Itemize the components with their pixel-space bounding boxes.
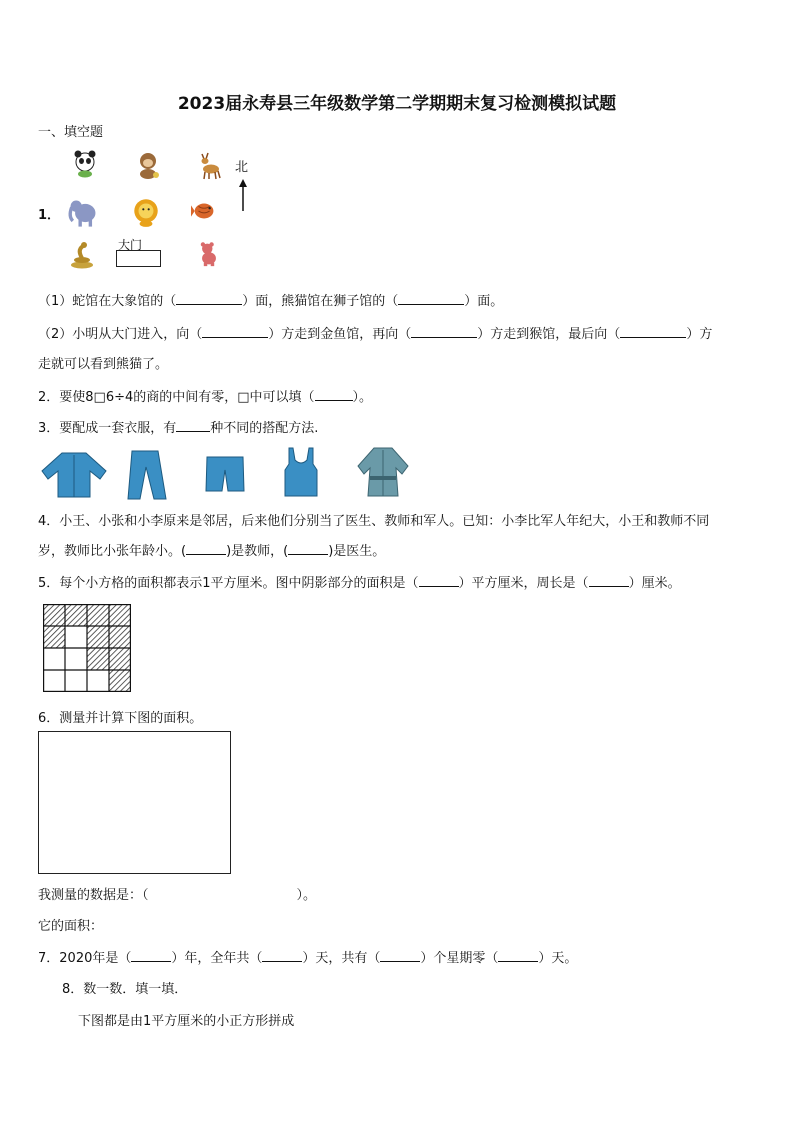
answer-blank[interactable] [380,949,420,962]
page-title: 2023届永寿县三年级数学第二学期期末复习检测模拟试题 [177,94,617,114]
question-1-part-2-cont: 走就可以看到熊猫了。 [38,357,169,372]
question-7: 7．2020年是（ ）年，全年共（ ）天，共有（ ）个星期零（ ）天。 [38,951,578,966]
shorts-icon [204,454,246,494]
question-1-part-1: （1）蛇馆在大象馆的（ ）面，熊猫馆在狮子馆的（ ）面。 [38,294,504,309]
question-6: 6．测量并计算下图的面积。 [38,711,203,726]
answer-blank[interactable] [411,325,477,338]
snake-icon [66,240,98,270]
question-6-area: 它的面积： [38,919,104,934]
coat-icon [356,446,410,498]
answer-blank[interactable] [589,574,629,587]
answer-blank[interactable] [498,949,538,962]
deer-icon [194,150,224,180]
answer-blank[interactable] [202,325,268,338]
north-label: 北 [235,160,249,175]
jacket-icon [38,449,110,499]
answer-blank[interactable] [419,574,459,587]
answer-blank[interactable] [398,292,464,305]
gate-box [116,250,161,267]
answer-blank[interactable] [620,325,686,338]
rectangle-figure [38,731,231,874]
elephant-icon [66,196,100,230]
question-4-line-2: 岁，教师比小张年龄小。( )是教师，( )是医生。 [38,544,386,559]
trousers-icon [124,449,170,501]
answer-blank[interactable] [176,419,210,432]
goldfish-icon [190,197,220,225]
bear-icon [196,240,222,268]
question-6-measure: 我测量的数据是：（ ）。 [38,888,317,903]
question-5: 5．每个小方格的面积都表示1平方厘米。图中阴影部分的面积是（ ）平方厘米，周长是（ ）厘米。 [38,576,681,591]
section-heading: 一、填空题 [38,125,104,140]
lion-icon [130,196,162,228]
monkey-icon [133,150,163,180]
question-1-number: 1． [38,208,61,223]
answer-blank[interactable] [288,542,328,555]
question-8: 8．数一数．填一填． [62,982,188,997]
question-8-sub: 下图都是由1平方厘米的小正方形拼成 [78,1014,295,1029]
shaded-grid-figure [43,604,131,692]
vest-icon [283,446,319,498]
question-3: 3．要配成一套衣服，有 种不同的搭配方法. [38,421,319,436]
question-1-part-2: （2）小明从大门进入，向（ ）方走到金鱼馆，再向（ ）方走到猴馆，最后向（ ）方 [38,327,713,342]
question-2: 2．要使8□6÷4的商的中间有零，□中可以填（ ）。 [38,390,373,405]
answer-blank[interactable] [262,949,302,962]
answer-blank[interactable] [176,292,242,305]
answer-blank[interactable] [131,949,171,962]
north-arrow-icon [237,178,249,212]
answer-blank[interactable] [315,388,353,401]
question-4-line-1: 4．小王、小张和小李原来是邻居，后来他们分别当了医生、教师和军人。已知：小李比军人年纪大，小王和教师不同 [38,514,710,529]
gate-label: 大门 [118,238,143,252]
panda-icon [70,148,100,178]
answer-blank[interactable] [186,542,226,555]
